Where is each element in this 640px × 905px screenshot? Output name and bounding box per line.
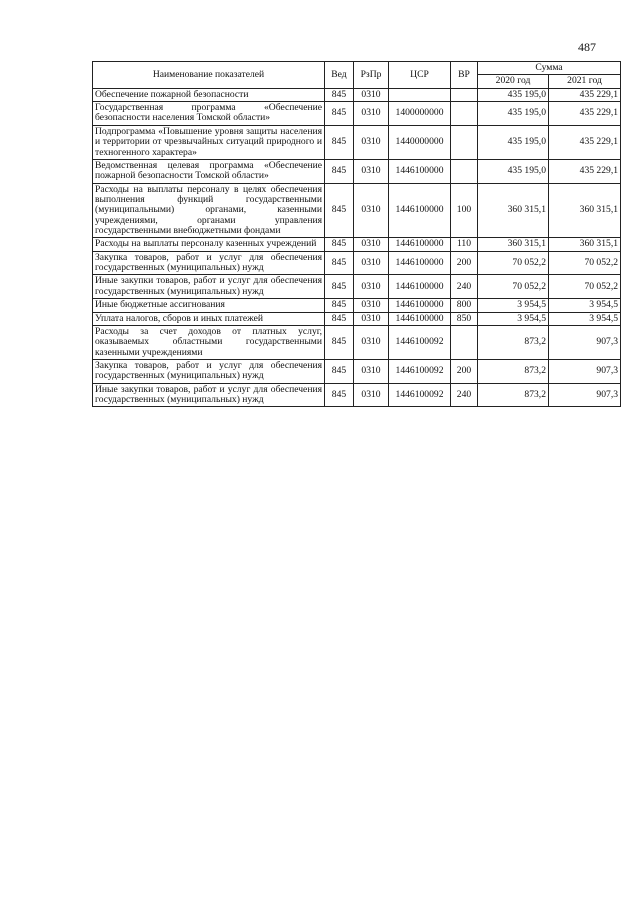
row-vr: 200 — [451, 251, 478, 275]
row-vr — [451, 102, 478, 126]
row-name: Обеспечение пожарной безопасности — [93, 88, 325, 101]
row-sum-2020: 435 195,0 — [478, 88, 549, 101]
row-sum-2021: 3 954,5 — [549, 299, 621, 312]
row-vr: 110 — [451, 238, 478, 251]
row-rzpr: 0310 — [354, 325, 389, 359]
row-vr — [451, 88, 478, 101]
table-row — [93, 88, 621, 101]
table-row — [93, 312, 621, 325]
row-rzpr: 0310 — [354, 275, 389, 299]
row-name: Иные бюджетные ассигнования — [93, 299, 325, 312]
row-sum-2021: 907,3 — [549, 359, 621, 383]
row-sum-2020: 360 315,1 — [478, 238, 549, 251]
row-sum-2020: 70 052,2 — [478, 275, 549, 299]
row-csr: 1446100000 — [389, 159, 451, 183]
header-sum: Сумма — [478, 62, 621, 75]
header-year-2020: 2020 год — [478, 75, 549, 88]
row-sum-2021: 360 315,1 — [549, 183, 621, 238]
row-sum-2021: 435 229,1 — [549, 125, 621, 159]
row-rzpr: 0310 — [354, 238, 389, 251]
row-rzpr: 0310 — [354, 159, 389, 183]
table-row — [93, 359, 621, 383]
row-name: Расходы на выплаты персоналу в целях обеспечения выполнения функций государственными (муниципальными) органами, казенными учреждениями, органами управления государственными внебюджетными фондами — [93, 183, 325, 238]
row-csr: 1446100000 — [389, 251, 451, 275]
row-csr: 1446100000 — [389, 238, 451, 251]
row-csr: 1446100000 — [389, 275, 451, 299]
table-row — [93, 183, 621, 238]
row-sum-2021: 907,3 — [549, 383, 621, 407]
header-vr: ВР — [451, 62, 478, 89]
row-vr — [451, 325, 478, 359]
row-sum-2021: 360 315,1 — [549, 238, 621, 251]
row-name: Расходы за счет доходов от платных услуг, оказываемых областными государственными казенными учреждениями — [93, 325, 325, 359]
row-vr: 240 — [451, 275, 478, 299]
row-name: Подпрограмма «Повышение уровня защиты населения и территории от чрезвычайных ситуаций природного и техногенного характера» — [93, 125, 325, 159]
row-csr: 1446100000 — [389, 312, 451, 325]
page-number: 487 — [578, 40, 596, 54]
table-row — [93, 325, 621, 359]
table-row — [93, 102, 621, 126]
table-row — [93, 299, 621, 312]
row-vr: 850 — [451, 312, 478, 325]
row-sum-2020: 873,2 — [478, 325, 549, 359]
row-sum-2020: 3 954,5 — [478, 312, 549, 325]
row-vr: 240 — [451, 383, 478, 407]
row-sum-2020: 435 195,0 — [478, 125, 549, 159]
row-name: Иные закупки товаров, работ и услуг для обеспечения государственных (муниципальных) нужд — [93, 383, 325, 407]
row-sum-2021: 435 229,1 — [549, 88, 621, 101]
header-rzpr: РзПр — [354, 62, 389, 89]
row-vr: 200 — [451, 359, 478, 383]
header-csr: ЦСР — [389, 62, 451, 89]
row-sum-2021: 435 229,1 — [549, 102, 621, 126]
row-sum-2021: 907,3 — [549, 325, 621, 359]
table-header — [93, 62, 621, 89]
row-rzpr: 0310 — [354, 183, 389, 238]
budget-table — [92, 61, 621, 407]
table-row — [93, 383, 621, 407]
row-sum-2021: 3 954,5 — [549, 312, 621, 325]
row-csr: 1446100000 — [389, 299, 451, 312]
row-rzpr: 0310 — [354, 299, 389, 312]
header-ved: Вед — [325, 62, 354, 89]
row-name: Расходы на выплаты персоналу казенных учреждений — [93, 238, 325, 251]
row-sum-2020: 873,2 — [478, 359, 549, 383]
row-csr — [389, 88, 451, 101]
row-sum-2020: 70 052,2 — [478, 251, 549, 275]
row-ved: 845 — [325, 183, 354, 238]
row-ved: 845 — [325, 251, 354, 275]
row-name: Ведомственная целевая программа «Обеспечение пожарной безопасности Томской области» — [93, 159, 325, 183]
row-ved: 845 — [325, 102, 354, 126]
row-csr: 1400000000 — [389, 102, 451, 126]
row-sum-2020: 873,2 — [478, 383, 549, 407]
row-vr — [451, 125, 478, 159]
row-rzpr: 0310 — [354, 251, 389, 275]
row-sum-2021: 70 052,2 — [549, 275, 621, 299]
table-body — [93, 88, 621, 407]
row-sum-2021: 435 229,1 — [549, 159, 621, 183]
row-vr — [451, 159, 478, 183]
row-sum-2021: 70 052,2 — [549, 251, 621, 275]
header-year-2021: 2021 год — [549, 75, 621, 88]
row-ved: 845 — [325, 159, 354, 183]
row-rzpr: 0310 — [354, 359, 389, 383]
row-ved: 845 — [325, 88, 354, 101]
table-row — [93, 251, 621, 275]
row-csr: 1446100092 — [389, 325, 451, 359]
row-rzpr: 0310 — [354, 125, 389, 159]
row-csr: 1446100092 — [389, 359, 451, 383]
table-row — [93, 275, 621, 299]
row-ved: 845 — [325, 312, 354, 325]
row-csr: 1446100092 — [389, 383, 451, 407]
row-rzpr: 0310 — [354, 383, 389, 407]
row-sum-2020: 435 195,0 — [478, 159, 549, 183]
row-sum-2020: 360 315,1 — [478, 183, 549, 238]
row-name: Иные закупки товаров, работ и услуг для обеспечения государственных (муниципальных) нужд — [93, 275, 325, 299]
row-ved: 845 — [325, 125, 354, 159]
table-row — [93, 159, 621, 183]
row-ved: 845 — [325, 359, 354, 383]
row-rzpr: 0310 — [354, 312, 389, 325]
row-sum-2020: 435 195,0 — [478, 102, 549, 126]
row-ved: 845 — [325, 299, 354, 312]
row-name: Закупка товаров, работ и услуг для обеспечения государственных (муниципальных) нужд — [93, 251, 325, 275]
table-row — [93, 125, 621, 159]
row-rzpr: 0310 — [354, 88, 389, 101]
row-rzpr: 0310 — [354, 102, 389, 126]
row-csr: 1446100000 — [389, 183, 451, 238]
row-ved: 845 — [325, 238, 354, 251]
table-row — [93, 238, 621, 251]
row-vr: 800 — [451, 299, 478, 312]
row-csr: 1440000000 — [389, 125, 451, 159]
row-vr: 100 — [451, 183, 478, 238]
row-name: Государственная программа «Обеспечение безопасности населения Томской области» — [93, 102, 325, 126]
row-ved: 845 — [325, 275, 354, 299]
row-name: Закупка товаров, работ и услуг для обеспечения государственных (муниципальных) нужд — [93, 359, 325, 383]
header-name: Наименование показателей — [93, 62, 325, 89]
row-sum-2020: 3 954,5 — [478, 299, 549, 312]
row-ved: 845 — [325, 325, 354, 359]
row-name: Уплата налогов, сборов и иных платежей — [93, 312, 325, 325]
row-ved: 845 — [325, 383, 354, 407]
